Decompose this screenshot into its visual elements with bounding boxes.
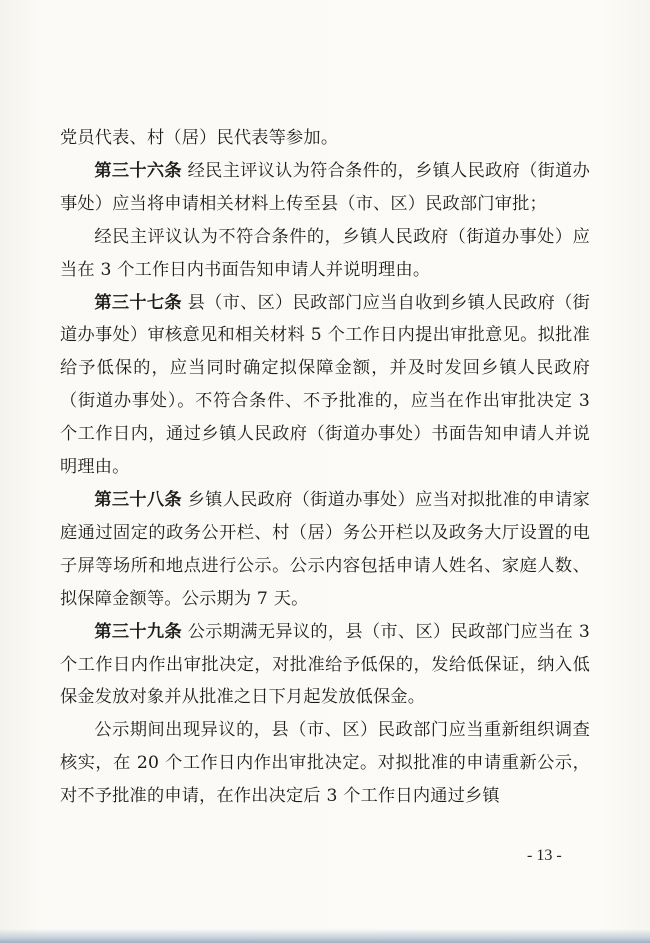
paragraph-text: 县（市、区）民政部门应当自收到乡镇人民政府（街道办事处）审核意见和相关材料 5 个工作日内提出审批意见。拟批准给予低保的，应当同时确定拟保障金额，并及时发回乡镇人民政府（街道办事处）。不符合条件、不予批准的，应当在作出审批决定 3 个工作日内，通过乡镇人民政府（街道办事处）书面告知申请人并说明理由。 (60, 292, 590, 478)
paragraph-text: 公示期间出现异议的，县（市、区）民政部门应当重新组织调查核实，在 20 个工作日内作出审批决定。对拟批准的申请重新公示，对不予批准的申请，在作出决定后 3 个工作日内通过乡镇 (60, 720, 590, 807)
paragraph (60, 484, 590, 616)
paragraph (60, 221, 590, 287)
article-number: 第三十七条 (94, 292, 182, 313)
paragraph (60, 616, 590, 715)
paragraph-text: 党员代表、村（居）民代表等参加。 (60, 128, 339, 148)
paragraph-text: 乡镇人民政府（街道办事处）应当对拟批准的申请家庭通过固定的政务公开栏、村（居）务公开栏以及政务大厅设置的电子屏等场所和地点进行公示。公示内容包括申请人姓名、家庭人数、拟保障金额等。公示期为 7 天。 (60, 489, 590, 609)
paragraph (60, 122, 590, 155)
article-number: 第三十九条 (94, 621, 182, 642)
paragraph (60, 155, 590, 221)
article-number: 第三十六条 (94, 160, 182, 181)
article-number: 第三十八条 (94, 489, 182, 510)
paragraph (60, 287, 590, 484)
paragraph (60, 714, 590, 813)
page-number: - 13 - (527, 847, 562, 864)
paragraph-text: 经民主评议认为符合条件的，乡镇人民政府（街道办事处）应当将申请相关材料上传至县（市、区）民政部门审批； (60, 160, 590, 214)
scan-edge (0, 929, 650, 943)
paragraph-text: 公示期满无异议的，县（市、区）民政部门应当在 3 个工作日内作出审批决定，对批准给予低保的，发给低保证，纳入低保金发放对象并从批准之日下月起发放低保金。 (60, 621, 590, 708)
body-text (60, 122, 590, 813)
paragraph-text: 经民主评议认为不符合条件的，乡镇人民政府（街道办事处）应当在 3 个工作日内书面告知申请人并说明理由。 (60, 226, 590, 280)
